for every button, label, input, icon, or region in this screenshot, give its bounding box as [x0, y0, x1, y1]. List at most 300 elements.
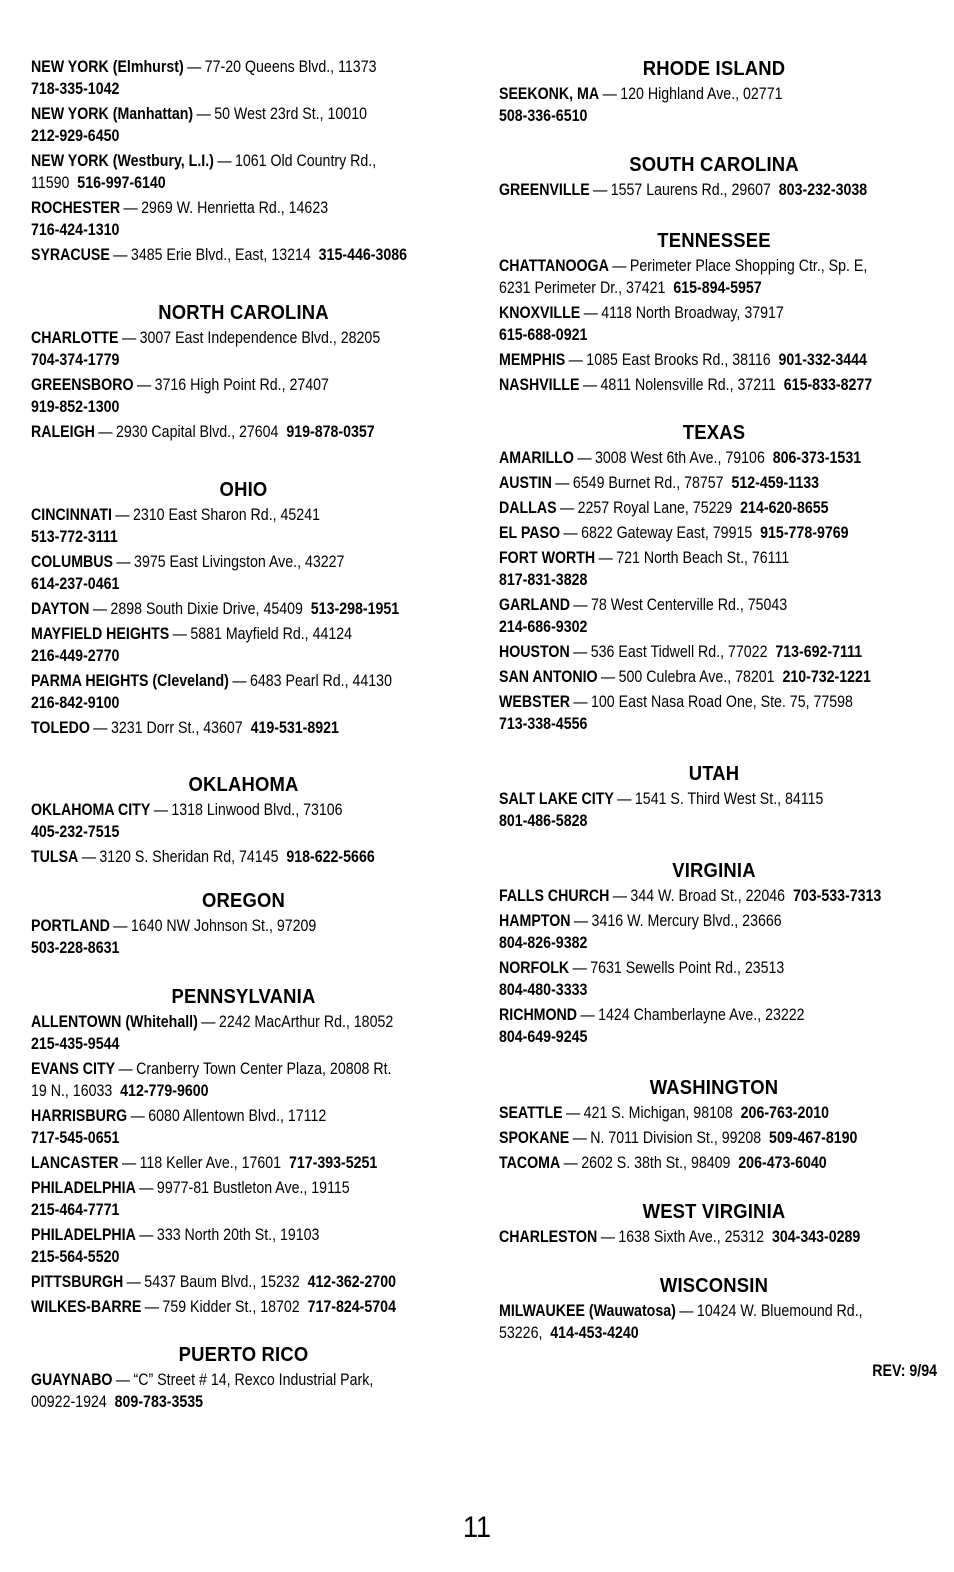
store-phone: 716-424-1310	[31, 221, 120, 239]
dash-separator: —	[573, 912, 589, 930]
store-address: 333 North 20th St., 19103	[156, 1226, 320, 1244]
store-address: 2969 W. Henrietta Rd., 14623	[141, 199, 329, 217]
store-city: EVANS CITY	[31, 1060, 116, 1078]
store-city: KNOXVILLE	[499, 304, 581, 322]
store-city: PHILADELPHIA	[31, 1179, 136, 1197]
store-address: 421 S. Michigan, 98108	[583, 1104, 733, 1122]
store-entry	[499, 1226, 928, 1248]
store-phone: 718-335-1042	[31, 80, 120, 98]
store-phone: 901-332-3444	[778, 351, 867, 369]
store-city: COLUMBUS	[31, 553, 113, 571]
store-address: 4811 Nolensville Rd., 37211	[600, 376, 776, 394]
store-address-line: Cranberry Town Center Plaza, 20808 Rt.	[136, 1060, 392, 1078]
state-heading: TEXAS	[682, 421, 746, 444]
store-phone: 206-763-2010	[740, 1104, 830, 1122]
store-entry	[31, 1224, 455, 1268]
store-phone: 214-686-9302	[499, 618, 588, 636]
state-section	[499, 1273, 929, 1347]
store-entry	[31, 1271, 455, 1293]
state-section	[31, 477, 456, 742]
entry-list	[499, 1102, 929, 1174]
store-phone: 210-732-1221	[782, 668, 871, 686]
store-phone: 414-453-4240	[550, 1324, 639, 1342]
store-address: N. 7011 Division St., 99208	[590, 1129, 762, 1147]
dash-separator: —	[92, 600, 107, 618]
store-entry	[499, 447, 928, 469]
state-heading: TENNESSEE	[657, 229, 771, 252]
store-city: WEBSTER	[499, 693, 570, 711]
store-address-line: 1061 Old Country Rd.,	[234, 152, 377, 170]
store-address: 3716 High Point Rd., 27407	[154, 376, 329, 394]
store-entry	[31, 197, 455, 241]
store-phone: 717-393-5251	[288, 1154, 378, 1172]
state-section	[31, 56, 456, 269]
store-phone: 216-449-2770	[31, 647, 120, 665]
store-entry	[499, 179, 928, 201]
store-city: CHARLESTON	[499, 1228, 598, 1246]
store-phone: 704-374-1779	[31, 351, 120, 369]
store-phone: 703-533-7313	[792, 887, 882, 905]
store-address-line: 00922-1924	[31, 1393, 107, 1411]
store-city: PITTSBURGH	[31, 1273, 124, 1291]
dash-separator: —	[563, 524, 578, 542]
state-heading: OREGON	[201, 889, 286, 912]
store-phone: 615-688-0921	[499, 326, 588, 344]
store-address: 6483 Pearl Rd., 44130	[249, 672, 392, 690]
store-city: DAYTON	[31, 600, 90, 618]
store-address: 3008 West 6th Ave., 79106	[594, 449, 765, 467]
dash-separator: —	[118, 1060, 133, 1078]
store-city: RALEIGH	[31, 423, 95, 441]
entry-list	[499, 83, 929, 127]
store-entry	[31, 670, 455, 714]
store-address-line: 19 N., 16033	[31, 1082, 113, 1100]
store-phone: 806-373-1531	[772, 449, 862, 467]
dash-separator: —	[582, 376, 598, 394]
store-address: 118 Keller Ave., 17601	[139, 1154, 282, 1172]
store-phone: 809-783-3535	[114, 1393, 204, 1411]
store-entry	[31, 915, 455, 959]
dash-separator: —	[617, 790, 632, 808]
store-address: 2242 MacArthur Rd., 18052	[218, 1013, 394, 1031]
store-phone: 512-459-1133	[731, 474, 820, 492]
store-address: 2898 South Dixie Drive, 45409	[110, 600, 303, 618]
store-phone: 516-997-6140	[77, 174, 166, 192]
store-phone: 919-878-0357	[286, 423, 375, 441]
store-city: GARLAND	[499, 596, 570, 614]
store-phone: 214-620-8655	[740, 499, 829, 517]
dash-separator: —	[559, 499, 575, 517]
store-city: AMARILLO	[499, 449, 574, 467]
dash-separator: —	[679, 1302, 694, 1320]
store-entry	[31, 56, 455, 100]
store-address: 6080 Allentown Blvd., 17112	[148, 1107, 327, 1125]
store-city: SAN ANTONIO	[499, 668, 598, 686]
store-entry	[31, 1011, 455, 1055]
store-address: 5437 Baum Blvd., 15232	[144, 1273, 300, 1291]
entry-list	[31, 799, 456, 868]
dash-separator: —	[144, 1298, 159, 1316]
store-phone: 215-564-5520	[31, 1248, 120, 1266]
dash-separator: —	[172, 625, 187, 643]
store-address: 1541 S. Third West St., 84115	[634, 790, 824, 808]
store-city: LANCASTER	[31, 1154, 119, 1172]
store-city: MILWAUKEE (Wauwatosa)	[499, 1302, 676, 1320]
dash-separator: —	[139, 1226, 154, 1244]
store-address: 2602 S. 38th St., 98409	[581, 1154, 731, 1172]
store-phone: 713-338-4556	[499, 715, 588, 733]
dash-separator: —	[583, 304, 598, 322]
dash-separator: —	[572, 959, 587, 977]
store-address: 536 East Tidwell Rd., 77022	[590, 643, 768, 661]
store-city: FALLS CHURCH	[499, 887, 610, 905]
store-entry	[31, 623, 455, 667]
state-section	[31, 300, 456, 446]
dash-separator: —	[121, 329, 137, 347]
store-entry	[499, 641, 928, 663]
page-number: 11	[462, 1511, 492, 1544]
store-entry	[499, 374, 928, 396]
entry-list	[31, 504, 456, 739]
store-phone: 509-467-8190	[769, 1129, 858, 1147]
store-entry	[31, 1177, 455, 1221]
state-heading: OKLAHOMA	[188, 773, 299, 796]
store-address: 1085 East Brooks Rd., 38116	[586, 351, 771, 369]
store-address: 100 East Nasa Road One, Ste. 75, 77598	[591, 693, 853, 711]
dash-separator: —	[573, 643, 588, 661]
store-entry	[499, 522, 928, 544]
store-address: 3975 East Livingston Ave., 43227	[134, 553, 345, 571]
dash-separator: —	[121, 1154, 137, 1172]
dash-separator: —	[573, 596, 588, 614]
store-entry	[499, 1004, 928, 1048]
dash-separator: —	[602, 85, 617, 103]
store-address: 78 West Centerville Rd., 75043	[591, 596, 788, 614]
store-entry	[31, 799, 455, 843]
dash-separator: —	[612, 257, 627, 275]
store-address: 3485 Erie Blvd., East, 13214	[130, 246, 311, 264]
store-phone: 918-622-5666	[286, 848, 375, 866]
store-entry	[499, 497, 928, 519]
dash-separator: —	[563, 1154, 578, 1172]
store-entry	[499, 594, 928, 638]
store-entry	[31, 103, 455, 147]
store-address: 7631 Sewells Point Rd., 23513	[590, 959, 785, 977]
store-entry	[31, 1058, 455, 1102]
store-city: ALLENTOWN (Whitehall)	[31, 1013, 198, 1031]
store-entry	[499, 1127, 928, 1149]
store-city: GREENVILLE	[499, 181, 590, 199]
store-phone: 315-446-3086	[318, 246, 408, 264]
store-address: 500 Culebra Ave., 78201	[618, 668, 775, 686]
store-city: WILKES-BARRE	[31, 1298, 142, 1316]
store-address: 2310 East Sharon Rd., 45241	[133, 506, 320, 524]
dash-separator: —	[196, 105, 211, 123]
entry-list	[31, 56, 456, 266]
store-entry	[499, 691, 928, 735]
store-city: MEMPHIS	[499, 351, 566, 369]
store-city: HAMPTON	[499, 912, 571, 930]
store-address: 50 West 23rd St., 10010	[214, 105, 367, 123]
store-address: 1640 NW Johnson St., 97209	[130, 917, 317, 935]
store-address: 77-20 Queens Blvd., 11373	[204, 58, 377, 76]
store-phone: 615-833-8277	[783, 376, 873, 394]
dash-separator: —	[113, 917, 128, 935]
store-city: NORFOLK	[499, 959, 570, 977]
state-section	[31, 1342, 456, 1416]
state-heading: WASHINGTON	[649, 1076, 779, 1099]
dash-separator: —	[573, 693, 588, 711]
state-section	[499, 858, 929, 1051]
entry-list	[499, 179, 929, 201]
store-address: 120 Highland Ave., 02771	[620, 85, 783, 103]
dash-separator: —	[123, 199, 138, 217]
store-phone: 206-473-6040	[738, 1154, 827, 1172]
store-address: 6549 Burnet Rd., 78757	[572, 474, 724, 492]
dash-separator: —	[577, 449, 592, 467]
dash-separator: —	[580, 1006, 595, 1024]
state-heading: SOUTH CAROLINA	[629, 153, 799, 176]
store-city: TOLEDO	[31, 719, 90, 737]
store-address: 9977-81 Bustleton Ave., 19115	[156, 1179, 350, 1197]
store-city: SALT LAKE CITY	[499, 790, 614, 808]
store-city: ROCHESTER	[31, 199, 121, 217]
entry-list	[499, 447, 929, 735]
dash-separator: —	[136, 376, 152, 394]
store-city: GUAYNABO	[31, 1371, 113, 1389]
store-entry	[499, 472, 928, 494]
state-heading: UTAH	[688, 762, 740, 785]
dash-separator: —	[139, 1179, 154, 1197]
store-entry	[499, 788, 928, 832]
store-entry	[31, 1296, 455, 1318]
store-address: 1638 Sixth Ave., 25312	[618, 1228, 765, 1246]
store-city: SEATTLE	[499, 1104, 563, 1122]
store-city: CINCINNATI	[31, 506, 112, 524]
store-phone: 717-545-0651	[31, 1129, 120, 1147]
store-city: SYRACUSE	[31, 246, 110, 264]
store-phone: 803-232-3038	[778, 181, 868, 199]
store-entry	[31, 421, 455, 443]
store-entry	[499, 957, 928, 1001]
state-heading: VIRGINIA	[672, 859, 756, 882]
store-city: NEW YORK (Westbury, L.I.)	[31, 152, 214, 170]
store-address: 344 W. Broad St., 22046	[630, 887, 786, 905]
dash-separator: —	[116, 553, 131, 571]
store-phone: 304-343-0289	[771, 1228, 861, 1246]
dash-separator: —	[612, 887, 627, 905]
dash-separator: —	[600, 1228, 615, 1246]
store-city: AUSTIN	[499, 474, 552, 492]
store-address: 3231 Dorr St., 43607	[110, 719, 243, 737]
dash-separator: —	[568, 351, 583, 369]
store-city: HARRISBURG	[31, 1107, 128, 1125]
store-address: 2930 Capital Blvd., 27604	[115, 423, 279, 441]
entry-list	[31, 915, 456, 959]
dash-separator: —	[232, 672, 247, 690]
state-section	[499, 761, 929, 835]
store-entry	[499, 302, 928, 346]
store-address-line: “C” Street # 14, Rexco Industrial Park,	[133, 1371, 374, 1389]
store-phone: 503-228-8631	[31, 939, 120, 957]
store-city: MAYFIELD HEIGHTS	[31, 625, 170, 643]
state-section	[499, 1075, 929, 1177]
store-city: PHILADELPHIA	[31, 1226, 136, 1244]
store-city: OKLAHOMA CITY	[31, 801, 151, 819]
state-heading: RHODE ISLAND	[642, 57, 786, 80]
dash-separator: —	[115, 1371, 131, 1389]
store-address: 1318 Linwood Blvd., 73106	[171, 801, 343, 819]
entry-list	[31, 1011, 456, 1318]
state-section	[31, 984, 456, 1321]
store-address: 2257 Royal Lane, 75229	[577, 499, 733, 517]
state-heading: WISCONSIN	[659, 1274, 769, 1297]
store-address: 3120 S. Sheridan Rd, 74145	[99, 848, 279, 866]
dash-separator: —	[598, 549, 613, 567]
dash-separator: —	[572, 1129, 587, 1147]
store-city: TULSA	[31, 848, 79, 866]
dash-separator: —	[593, 181, 608, 199]
dash-separator: —	[187, 58, 202, 76]
dash-separator: —	[115, 506, 130, 524]
store-address-line: 53226,	[499, 1324, 543, 1342]
dash-separator: —	[130, 1107, 145, 1125]
dash-separator: —	[201, 1013, 216, 1031]
store-entry	[31, 598, 455, 620]
store-phone: 508-336-6510	[499, 107, 588, 125]
store-city: RICHMOND	[499, 1006, 578, 1024]
store-entry	[31, 504, 455, 548]
store-city: NASHVILLE	[499, 376, 580, 394]
store-city: CHATTANOOGA	[499, 257, 609, 275]
dash-separator: —	[217, 152, 232, 170]
store-city: TACOMA	[499, 1154, 561, 1172]
store-entry	[31, 374, 455, 418]
dash-separator: —	[600, 668, 616, 686]
entry-list	[499, 1300, 929, 1344]
entry-list	[499, 885, 929, 1048]
state-section	[31, 772, 456, 871]
store-entry	[31, 1152, 455, 1174]
store-address-line: 10424 W. Bluemound Rd.,	[696, 1302, 863, 1320]
store-city: FORT WORTH	[499, 549, 596, 567]
dash-separator: —	[81, 848, 96, 866]
store-entry	[31, 717, 455, 739]
store-address: 759 Kidder St., 18702	[162, 1298, 300, 1316]
store-phone: 713-692-7111	[775, 643, 863, 661]
entry-list	[31, 327, 456, 443]
store-address: 1424 Chamberlayne Ave., 23222	[598, 1006, 805, 1024]
entry-list	[499, 1226, 929, 1248]
dash-separator: —	[555, 474, 570, 492]
entry-list	[499, 255, 929, 396]
store-address: 3007 East Independence Blvd., 28205	[139, 329, 381, 347]
store-city: NEW YORK (Manhattan)	[31, 105, 194, 123]
store-city: PORTLAND	[31, 917, 110, 935]
state-section	[499, 420, 929, 738]
store-entry	[499, 83, 928, 127]
state-section	[499, 152, 929, 204]
store-city: DALLAS	[499, 499, 557, 517]
store-phone: 804-480-3333	[499, 981, 588, 999]
dash-separator: —	[126, 1273, 141, 1291]
store-phone: 215-435-9544	[31, 1035, 120, 1053]
dash-separator: —	[98, 423, 113, 441]
store-phone: 804-649-9245	[499, 1028, 588, 1046]
store-city: SEEKONK, MA	[499, 85, 600, 103]
store-phone: 801-486-5828	[499, 812, 588, 830]
store-entry	[31, 244, 455, 266]
store-phone: 412-362-2700	[307, 1273, 396, 1291]
store-city: SPOKANE	[499, 1129, 570, 1147]
dash-separator: —	[153, 801, 168, 819]
store-entry	[31, 150, 455, 194]
store-address: 5881 Mayfield Rd., 44124	[190, 625, 353, 643]
store-phone: 804-826-9382	[499, 934, 588, 952]
store-entry	[31, 1369, 455, 1413]
store-phone: 915-778-9769	[760, 524, 849, 542]
state-section	[499, 228, 929, 399]
store-city: PARMA HEIGHTS (Cleveland)	[31, 672, 229, 690]
store-phone: 419-531-8921	[250, 719, 339, 737]
store-phone: 215-464-7771	[31, 1201, 120, 1219]
store-entry	[499, 1152, 928, 1174]
store-city: GREENSBORO	[31, 376, 134, 394]
store-address-line: 11590	[31, 174, 70, 192]
store-address: 6822 Gateway East, 79915	[581, 524, 753, 542]
store-phone: 405-232-7515	[31, 823, 120, 841]
store-entry	[499, 547, 928, 591]
state-heading: PUERTO RICO	[178, 1343, 309, 1366]
revision-note: REV: 9/94	[872, 1362, 937, 1380]
state-heading: WEST VIRGINIA	[642, 1200, 786, 1223]
store-phone: 216-842-9100	[31, 694, 120, 712]
store-entry	[499, 349, 928, 371]
store-phone: 212-929-6450	[31, 127, 120, 145]
store-address: 3416 W. Mercury Blvd., 23666	[591, 912, 782, 930]
store-address-line: Perimeter Place Shopping Ctr., Sp. E,	[629, 257, 868, 275]
store-entry	[31, 1105, 455, 1149]
store-phone: 513-298-1951	[310, 600, 400, 618]
dash-separator: —	[93, 719, 108, 737]
store-city: NEW YORK (Elmhurst)	[31, 58, 184, 76]
store-phone: 817-831-3828	[499, 571, 588, 589]
state-heading: NORTH CAROLINA	[158, 301, 329, 324]
store-address-line: 6231 Perimeter Dr., 37421	[499, 279, 666, 297]
store-address: 4118 North Broadway, 37917	[601, 304, 784, 322]
store-phone: 919-852-1300	[31, 398, 120, 416]
store-phone: 615-894-5957	[673, 279, 762, 297]
store-phone: 412-779-9600	[120, 1082, 209, 1100]
store-entry	[499, 255, 928, 299]
dash-separator: —	[113, 246, 128, 264]
store-entry	[31, 327, 455, 371]
store-entry	[499, 910, 928, 954]
state-heading: OHIO	[219, 478, 268, 501]
store-entry	[31, 846, 455, 868]
entry-list	[499, 788, 929, 832]
dash-separator: —	[566, 1104, 581, 1122]
store-entry	[499, 666, 928, 688]
store-phone: 513-772-3111	[31, 528, 118, 546]
state-section	[31, 888, 456, 962]
store-entry	[499, 1300, 928, 1344]
store-address: 1557 Laurens Rd., 29607	[610, 181, 771, 199]
entry-list	[31, 1369, 456, 1413]
state-heading: PENNSYLVANIA	[171, 985, 316, 1008]
store-phone: 717-824-5704	[307, 1298, 396, 1316]
state-section	[499, 56, 929, 130]
